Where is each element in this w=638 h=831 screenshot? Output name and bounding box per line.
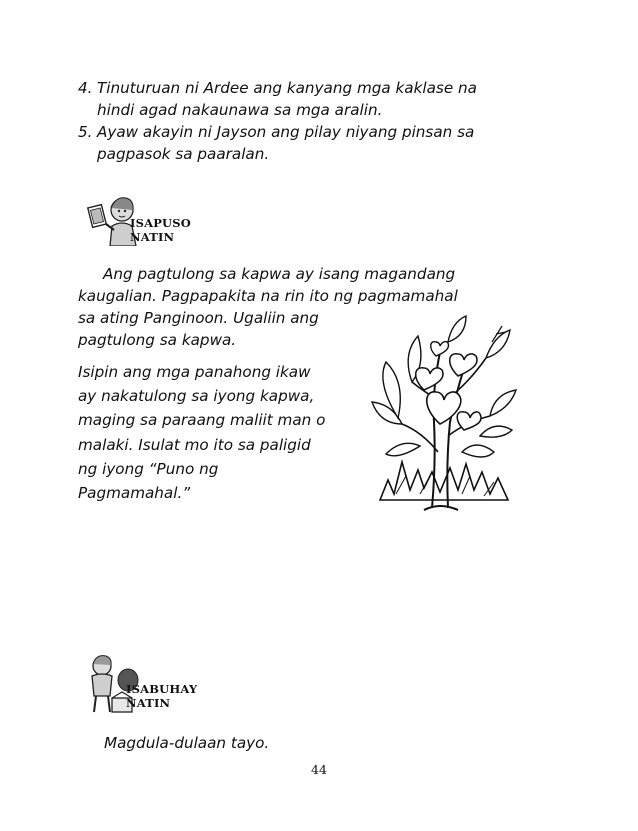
- heart-tree-illustration: [362, 312, 522, 514]
- paragraph-line: pagtulong sa kapwa.: [78, 331, 237, 349]
- section-title: ISABUHAY NATIN: [126, 682, 198, 710]
- item-number: 5.: [78, 123, 93, 141]
- list-item: [78, 77, 548, 121]
- paragraph-line: Ang pagtulong sa kapwa ay isang magandang: [103, 265, 456, 283]
- instruction-line: Pagmamahal.”: [78, 484, 191, 503]
- isabuhay-banner: [82, 652, 232, 718]
- numbered-list: [78, 77, 548, 165]
- instruction-line: ay nakatulong sa iyong kapwa,: [78, 387, 315, 406]
- instruction-line: malaki. Isulat mo ito sa paligid: [78, 435, 311, 454]
- instruction-paragraph: [78, 360, 368, 505]
- paragraph-line: sa ating Panginoon. Ugaliin ang: [78, 309, 319, 327]
- instruction-line: ng iyong “Puno ng: [78, 459, 219, 478]
- section-title: ISAPUSO NATIN: [130, 216, 192, 244]
- instruction-line: Isipin ang mga panahong ikaw: [78, 363, 311, 381]
- item-number: 4.: [78, 79, 93, 97]
- item-text-line: hindi agad nakaunawa sa mga aralin.: [97, 101, 383, 119]
- closing-sentence: Magdula-dulaan tayo.: [104, 734, 270, 752]
- instruction-line: maging sa paraang maliit man o: [78, 411, 326, 430]
- item-text-line: Tinuturuan ni Ardee ang kanyang mga kaklase na: [97, 79, 477, 97]
- list-item: [78, 121, 548, 165]
- isapuso-banner: [86, 190, 226, 246]
- paragraph-line: kaugalian. Pagpapakita na rin ito ng pagmamahal: [78, 287, 458, 305]
- item-text-line: pagpasok sa paaralan.: [97, 145, 270, 163]
- item-text-line: Ayaw akayin ni Jayson ang pilay niyang pinsan sa: [97, 123, 475, 141]
- page-number: 44: [311, 762, 327, 777]
